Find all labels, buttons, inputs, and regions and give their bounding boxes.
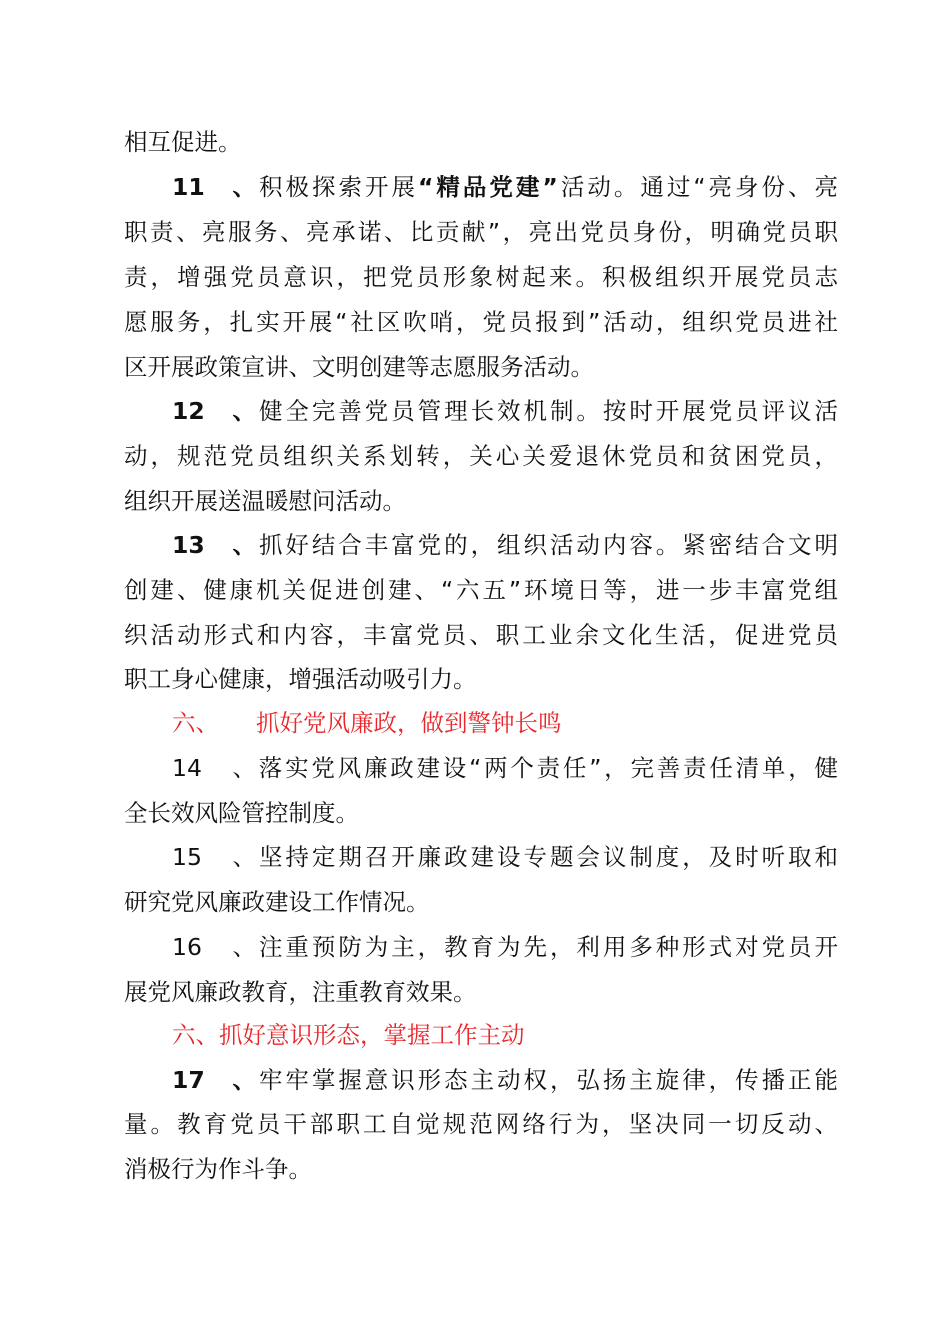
text-line: 全长效风险管控制度。	[124, 799, 359, 827]
text-line: 责，增强党员意识，把党员形象树起来。积极组织开展党员志	[124, 263, 838, 291]
bold-quote: “精品党建”	[417, 173, 558, 201]
item-number: 15、	[172, 843, 256, 871]
section-heading-6-ideology: 六、抓好意识形态，掌握工作主动	[172, 1021, 525, 1049]
item-number: 12、	[172, 397, 256, 425]
text-line: 区开展政策宣讲、文明创建等志愿服务活动。	[124, 353, 594, 381]
heading-number: 六、	[172, 709, 219, 737]
text-run: 积极探索开展	[256, 173, 418, 201]
item-number: 17、	[172, 1066, 256, 1094]
text-line: 量。教育党员干部职工自觉规范网络行为，坚决同一切反动、	[124, 1110, 838, 1138]
text-run: 活动。通过“亮身份、亮	[557, 173, 838, 201]
text-line: 织活动形式和内容，丰富党员、职工业余文化生活，促进党员	[124, 621, 838, 649]
text-run: 落实党风廉政建设“两个责任”，完善责任清单，健	[256, 754, 838, 782]
paragraph-11-first-line	[172, 165, 838, 209]
text-line: 相互促进。	[124, 128, 242, 156]
text-line: 动，规范党员组织关系划转，关心关爱退休党员和贫困党员，	[124, 442, 838, 470]
text-line: 研究党风廉政建设工作情况。	[124, 888, 430, 916]
paragraph-13-first-line	[172, 523, 838, 567]
item-number: 16、	[172, 933, 256, 961]
text-run: 健全完善党员管理长效机制。按时开展党员评议活	[256, 397, 838, 425]
item-number: 14、	[172, 754, 256, 782]
text-run: 抓好结合丰富党的，组织活动内容。紧密结合文明	[256, 531, 838, 559]
paragraph-14-first-line	[172, 746, 838, 790]
text-line: 创建、健康机关促进创建、“六五”环境日等，进一步丰富党组	[124, 576, 838, 604]
text-line: 职责、亮服务、亮承诺、比贡献”，亮出党员身份，明确党员职	[124, 218, 838, 246]
text-line: 职工身心健康，增强活动吸引力。	[124, 665, 477, 693]
text-line: 愿服务，扎实开展“社区吹哨，党员报到”活动，组织党员进社	[124, 308, 838, 336]
paragraph-12-first-line	[172, 389, 838, 433]
paragraph-17-first-line	[172, 1058, 838, 1102]
text-run: 注重预防为主，教育为先，利用多种形式对党员开	[256, 933, 838, 961]
text-line: 展党风廉政教育，注重教育效果。	[124, 978, 477, 1006]
text-run: 坚持定期召开廉政建设专题会议制度，及时听取和	[256, 843, 838, 871]
section-heading-6	[172, 701, 838, 745]
text-line: 组织开展送温暖慰问活动。	[124, 487, 406, 515]
item-number: 13、	[172, 531, 256, 559]
text-run: 牢牢掌握意识形态主动权，弘扬主旋律，传播正能	[256, 1066, 838, 1094]
item-number: 11、	[172, 173, 256, 201]
paragraph-16-first-line	[172, 925, 838, 969]
paragraph-15-first-line	[172, 835, 838, 879]
text-line: 消极行为作斗争。	[124, 1155, 312, 1183]
heading-text: 抓好党风廉政，做到警钟长鸣	[256, 709, 562, 737]
